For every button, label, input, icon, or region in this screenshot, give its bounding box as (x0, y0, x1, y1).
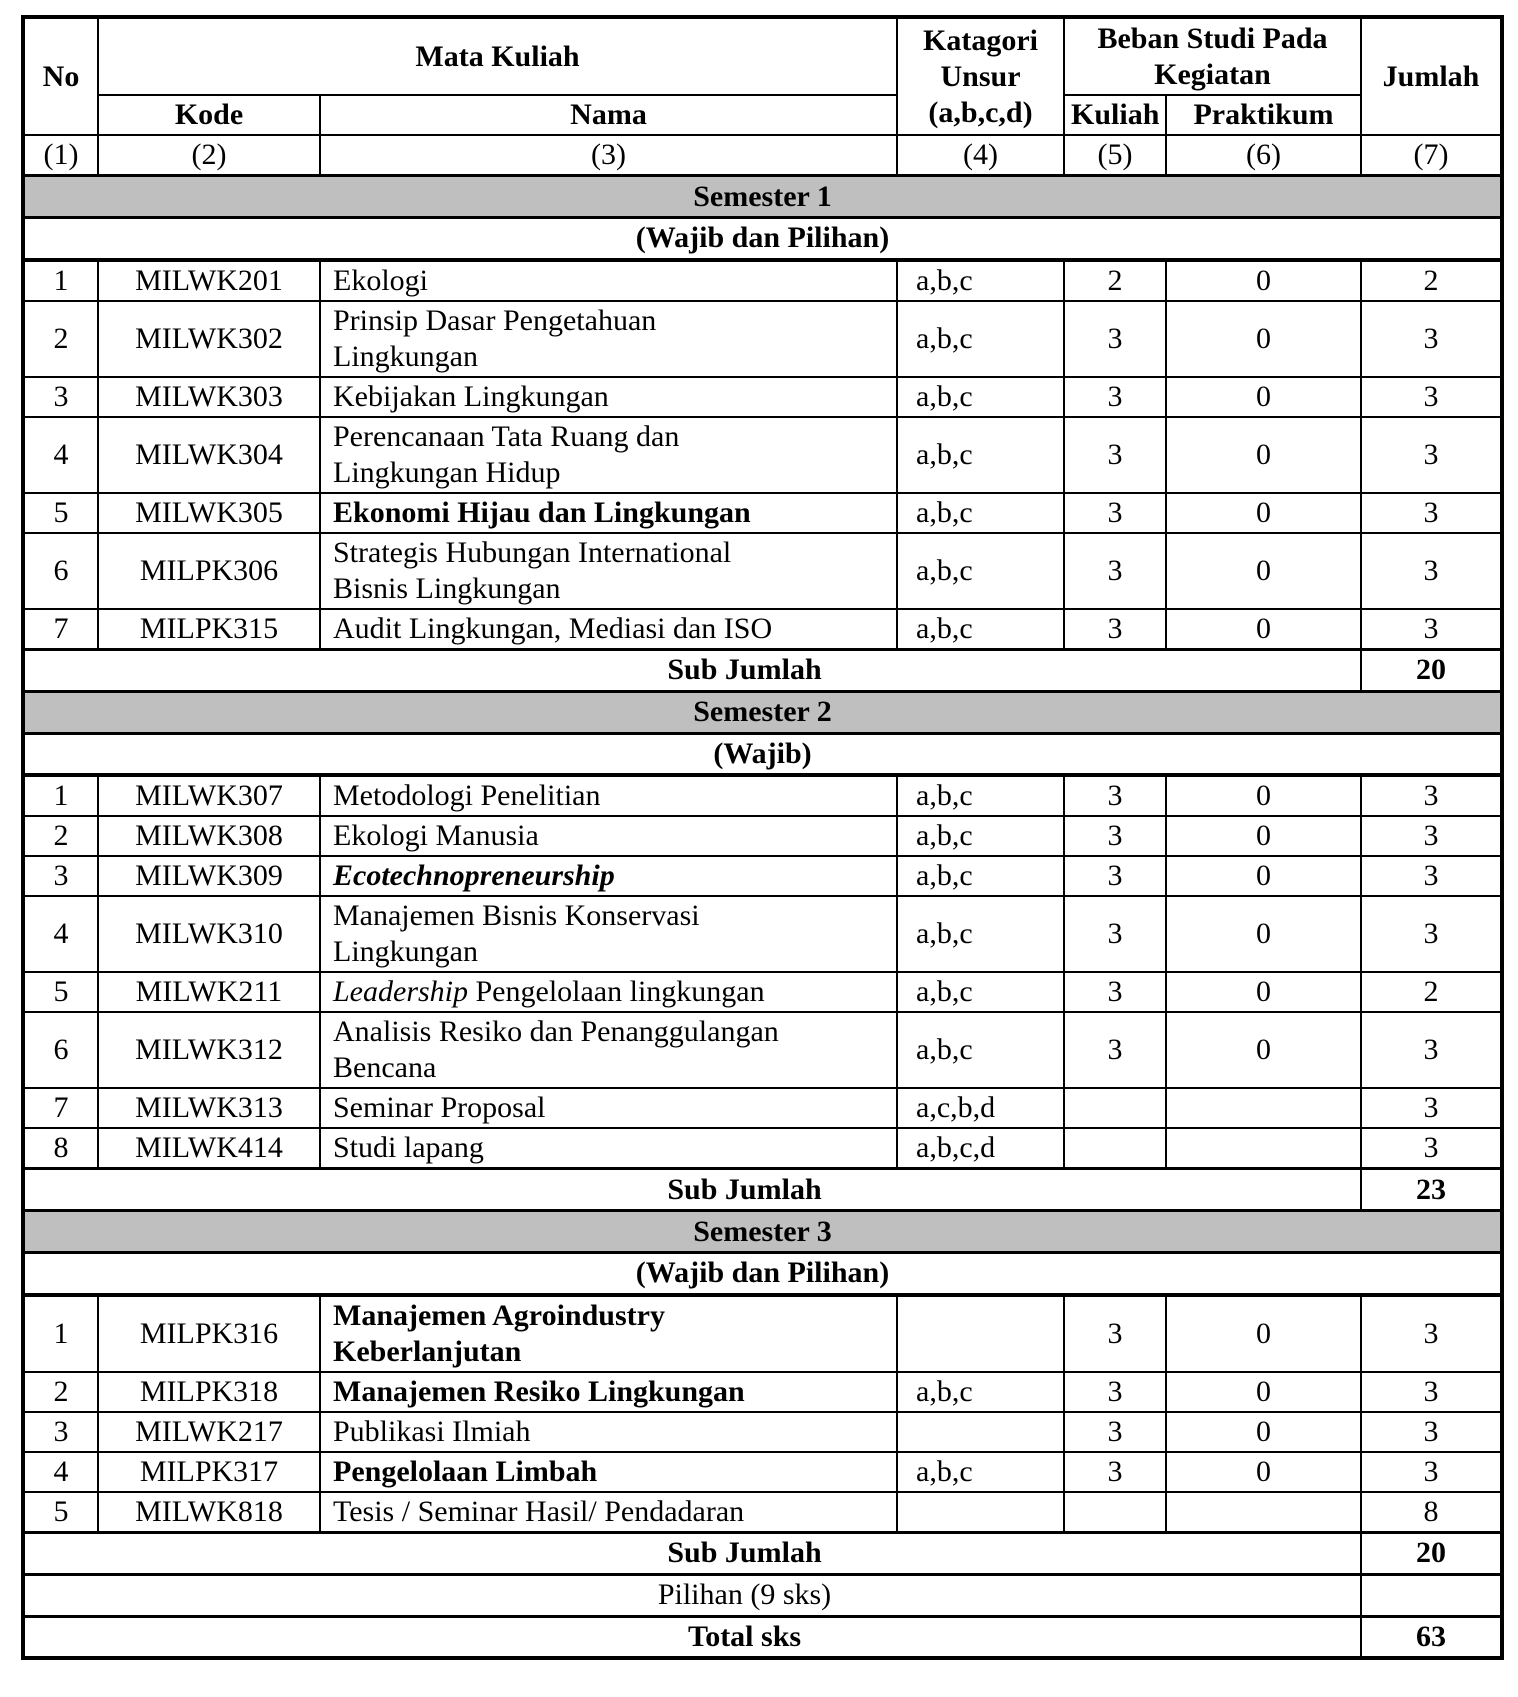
course-row (23, 1088, 1502, 1128)
course-name-line: Perencanaan Tata Ruang dan (333, 419, 680, 453)
course-code: MILWK312 (98, 1012, 320, 1088)
course-praktikum-sks: 0 (1166, 775, 1361, 816)
course-name (320, 1295, 897, 1372)
course-name-italic: Leadership (333, 975, 468, 1008)
course-code: MILWK303 (98, 377, 320, 417)
course-kuliah-sks: 3 (1064, 816, 1166, 856)
course-praktikum-sks: 0 (1166, 1412, 1361, 1452)
course-category (897, 1295, 1064, 1372)
semester-3-subtitle-row (23, 1253, 1502, 1295)
course-row (23, 609, 1502, 650)
pilihan-label: Pilihan (9 sks) (23, 1574, 1361, 1616)
course-jumlah-sks: 2 (1361, 260, 1502, 301)
course-code: MILWK305 (98, 493, 320, 533)
header-kuliah: Kuliah (1064, 95, 1166, 135)
course-code: MILWK304 (98, 417, 320, 493)
pilihan-jumlah-empty (1361, 1574, 1502, 1616)
course-row (23, 301, 1502, 377)
course-jumlah-sks: 3 (1361, 417, 1502, 493)
total-sks-row (23, 1616, 1502, 1658)
course-code: MILWK313 (98, 1088, 320, 1128)
course-category: a,b,c,d (897, 1128, 1064, 1169)
sub-jumlah-value: 20 (1361, 1532, 1502, 1574)
course-name: Audit Lingkungan, Mediasi dan ISO (320, 609, 897, 650)
course-code: MILPK317 (98, 1452, 320, 1492)
header-praktikum: Praktikum (1166, 95, 1361, 135)
course-name-line: Keberlanjutan (333, 1334, 522, 1368)
course-jumlah-sks: 3 (1361, 493, 1502, 533)
course-category: a,b,c (897, 533, 1064, 609)
course-name-line: Manajemen Agroindustry (333, 1298, 665, 1332)
course-row (23, 816, 1502, 856)
course-kuliah-sks: 3 (1064, 1295, 1166, 1372)
course-code: MILWK310 (98, 896, 320, 972)
course-code: MILWK307 (98, 775, 320, 816)
course-code: MILWK309 (98, 856, 320, 896)
semester-2-title: Semester 2 (23, 691, 1502, 733)
course-praktikum-sks: 0 (1166, 533, 1361, 609)
course-row (23, 533, 1502, 609)
course-jumlah-sks: 3 (1361, 896, 1502, 972)
course-name: Ekologi (320, 260, 897, 301)
course-name-line: Strategis Hubungan International (333, 535, 732, 569)
header-katagori-sub: (a,b,c,d) (928, 95, 1033, 129)
course-no: 8 (23, 1128, 98, 1169)
course-code: MILWK308 (98, 816, 320, 856)
course-no: 5 (23, 493, 98, 533)
sub-jumlah-value: 20 (1361, 649, 1502, 691)
col-num-4: (4) (897, 135, 1064, 176)
course-no: 5 (23, 1492, 98, 1533)
course-kuliah-sks: 3 (1064, 301, 1166, 377)
course-no: 4 (23, 896, 98, 972)
course-category (897, 1412, 1064, 1452)
semester-2-bar (23, 691, 1502, 733)
course-kuliah-sks: 3 (1064, 896, 1166, 972)
header-katagori-label: Katagori Unsur (923, 23, 1038, 93)
course-name: Ekonomi Hijau dan Lingkungan (320, 493, 897, 533)
course-name: Metodologi Penelitian (320, 775, 897, 816)
col-num-2: (2) (98, 135, 320, 176)
course-category: a,b,c (897, 856, 1064, 896)
course-jumlah-sks: 3 (1361, 1012, 1502, 1088)
course-code: MILPK306 (98, 533, 320, 609)
course-kuliah-sks: 3 (1064, 1012, 1166, 1088)
course-no: 1 (23, 775, 98, 816)
course-code: MILWK414 (98, 1128, 320, 1169)
course-category: a,b,c (897, 377, 1064, 417)
course-jumlah-sks: 3 (1361, 816, 1502, 856)
col-num-1: (1) (23, 135, 98, 176)
course-row (23, 1492, 1502, 1533)
course-name-line: Prinsip Dasar Pengetahuan (333, 303, 657, 337)
col-num-7: (7) (1361, 135, 1502, 176)
course-category: a,b,c (897, 896, 1064, 972)
course-name-line: Analisis Resiko dan Penanggulangan (333, 1015, 779, 1048)
course-category: a,b,c (897, 775, 1064, 816)
course-name-line: Lingkungan Hidup (333, 455, 561, 489)
course-row (23, 972, 1502, 1012)
course-jumlah-sks: 2 (1361, 972, 1502, 1012)
header-row-2 (23, 95, 1502, 135)
course-no: 4 (23, 417, 98, 493)
semester-2-subtitle: (Wajib) (23, 733, 1502, 775)
course-code: MILPK316 (98, 1295, 320, 1372)
course-row (23, 1295, 1502, 1372)
course-no: 1 (23, 1295, 98, 1372)
course-praktikum-sks: 0 (1166, 609, 1361, 650)
course-code: MILWK211 (98, 972, 320, 1012)
semester-1-subtitle-row (23, 218, 1502, 260)
course-kuliah-sks: 3 (1064, 856, 1166, 896)
course-code: MILPK318 (98, 1372, 320, 1412)
course-name: Publikasi Ilmiah (320, 1412, 897, 1452)
course-category: a,b,c (897, 260, 1064, 301)
course-name-line: Lingkungan (333, 339, 478, 373)
pilihan-row (23, 1574, 1502, 1616)
semester-3-subtitle: (Wajib dan Pilihan) (23, 1253, 1502, 1295)
sub-jumlah-label: Sub Jumlah (23, 649, 1361, 691)
course-category: a,b,c (897, 1372, 1064, 1412)
course-row (23, 896, 1502, 972)
col-num-5: (5) (1064, 135, 1166, 176)
header-no: No (23, 17, 98, 135)
header-mata-kuliah: Mata Kuliah (98, 17, 897, 95)
course-row (23, 1128, 1502, 1169)
course-name: Ekologi Manusia (320, 816, 897, 856)
course-kuliah-sks (1064, 1088, 1166, 1128)
course-name: Manajemen Resiko Lingkungan (320, 1372, 897, 1412)
header-row-1 (23, 17, 1502, 95)
course-no: 6 (23, 1012, 98, 1088)
sub-jumlah-value: 23 (1361, 1169, 1502, 1211)
course-no: 3 (23, 1412, 98, 1452)
course-name: Pengelolaan Limbah (320, 1452, 897, 1492)
header-beban-studi: Beban Studi Pada Kegiatan (1064, 17, 1361, 95)
semester-3-bar (23, 1211, 1502, 1253)
course-praktikum-sks: 0 (1166, 377, 1361, 417)
course-praktikum-sks: 0 (1166, 1012, 1361, 1088)
course-name-line: Manajemen Bisnis Konservasi (333, 899, 700, 932)
sub-jumlah-label: Sub Jumlah (23, 1532, 1361, 1574)
course-category: a,b,c (897, 493, 1064, 533)
course-jumlah-sks: 3 (1361, 1088, 1502, 1128)
course-jumlah-sks: 3 (1361, 1412, 1502, 1452)
course-kuliah-sks: 3 (1064, 493, 1166, 533)
course-no: 6 (23, 533, 98, 609)
course-praktikum-sks: 0 (1166, 816, 1361, 856)
course-no: 7 (23, 1088, 98, 1128)
course-name: Seminar Proposal (320, 1088, 897, 1128)
course-row (23, 1412, 1502, 1452)
course-row (23, 1372, 1502, 1412)
course-praktikum-sks: 0 (1166, 260, 1361, 301)
semester-1-title: Semester 1 (23, 176, 1502, 218)
course-row (23, 417, 1502, 493)
sub-jumlah-row (23, 1169, 1502, 1211)
course-no: 7 (23, 609, 98, 650)
course-kuliah-sks: 3 (1064, 533, 1166, 609)
course-name (320, 1012, 897, 1088)
course-code: MILWK818 (98, 1492, 320, 1533)
total-sks-value: 63 (1361, 1616, 1502, 1658)
course-kuliah-sks: 3 (1064, 417, 1166, 493)
course-name (320, 417, 897, 493)
course-kuliah-sks: 3 (1064, 609, 1166, 650)
course-praktikum-sks: 0 (1166, 417, 1361, 493)
course-jumlah-sks: 3 (1361, 1295, 1502, 1372)
course-name (320, 896, 897, 972)
course-praktikum-sks: 0 (1166, 972, 1361, 1012)
course-praktikum-sks: 0 (1166, 856, 1361, 896)
course-category: a,b,c (897, 972, 1064, 1012)
header-katagori-unsur (897, 17, 1064, 135)
course-code: MILWK302 (98, 301, 320, 377)
course-jumlah-sks: 3 (1361, 1452, 1502, 1492)
total-sks-label: Total sks (23, 1616, 1361, 1658)
course-category: a,b,c (897, 417, 1064, 493)
course-kuliah-sks (1064, 1128, 1166, 1169)
course-category: a,b,c (897, 609, 1064, 650)
course-name-rest: Pengelolaan lingkungan (468, 975, 765, 1008)
course-name: Ecotechnopreneurship (320, 856, 897, 896)
course-name (320, 301, 897, 377)
course-jumlah-sks: 3 (1361, 609, 1502, 650)
sub-jumlah-row (23, 1532, 1502, 1574)
course-kuliah-sks: 3 (1064, 775, 1166, 816)
course-praktikum-sks (1166, 1492, 1361, 1533)
course-praktikum-sks: 0 (1166, 896, 1361, 972)
course-jumlah-sks: 3 (1361, 533, 1502, 609)
course-name-line: Bisnis Lingkungan (333, 571, 561, 605)
course-no: 1 (23, 260, 98, 301)
course-name (320, 972, 897, 1012)
sub-jumlah-label: Sub Jumlah (23, 1169, 1361, 1211)
course-kuliah-sks (1064, 1492, 1166, 1533)
course-category: a,b,c (897, 301, 1064, 377)
course-row (23, 377, 1502, 417)
header-nama: Nama (320, 95, 897, 135)
course-no: 2 (23, 301, 98, 377)
course-praktikum-sks (1166, 1128, 1361, 1169)
course-praktikum-sks: 0 (1166, 1295, 1361, 1372)
course-no: 2 (23, 1372, 98, 1412)
header-jumlah: Jumlah (1361, 17, 1502, 135)
course-no: 2 (23, 816, 98, 856)
course-name (320, 533, 897, 609)
course-no: 5 (23, 972, 98, 1012)
semester-1-bar (23, 176, 1502, 218)
course-praktikum-sks: 0 (1166, 301, 1361, 377)
course-code: MILPK315 (98, 609, 320, 650)
course-jumlah-sks: 3 (1361, 1128, 1502, 1169)
course-name: Studi lapang (320, 1128, 897, 1169)
course-praktikum-sks: 0 (1166, 493, 1361, 533)
course-category: a,b,c (897, 816, 1064, 856)
course-name-line: Bencana (333, 1051, 437, 1084)
course-praktikum-sks (1166, 1088, 1361, 1128)
semester-2-subtitle-row (23, 733, 1502, 775)
course-row (23, 856, 1502, 896)
course-jumlah-sks: 3 (1361, 301, 1502, 377)
document-page (0, 15, 1518, 1697)
sub-jumlah-row (23, 649, 1502, 691)
course-no: 3 (23, 856, 98, 896)
course-row (23, 1012, 1502, 1088)
course-jumlah-sks: 3 (1361, 377, 1502, 417)
course-row (23, 260, 1502, 301)
column-number-row (23, 135, 1502, 176)
course-category: a,b,c (897, 1012, 1064, 1088)
course-jumlah-sks: 8 (1361, 1492, 1502, 1533)
course-praktikum-sks: 0 (1166, 1372, 1361, 1412)
col-num-3: (3) (320, 135, 897, 176)
course-code: MILWK217 (98, 1412, 320, 1452)
header-kode: Kode (98, 95, 320, 135)
course-row (23, 493, 1502, 533)
course-jumlah-sks: 3 (1361, 775, 1502, 816)
course-name: Kebijakan Lingkungan (320, 377, 897, 417)
course-kuliah-sks: 3 (1064, 377, 1166, 417)
course-kuliah-sks: 3 (1064, 1372, 1166, 1412)
course-kuliah-sks: 3 (1064, 1452, 1166, 1492)
course-kuliah-sks: 3 (1064, 972, 1166, 1012)
semester-3-title: Semester 3 (23, 1211, 1502, 1253)
course-row (23, 1452, 1502, 1492)
course-row (23, 775, 1502, 816)
course-category: a,b,c (897, 1452, 1064, 1492)
semester-1-subtitle: (Wajib dan Pilihan) (23, 218, 1502, 260)
col-num-6: (6) (1166, 135, 1361, 176)
course-category (897, 1492, 1064, 1533)
course-name-line: Lingkungan (333, 935, 478, 968)
course-name: Tesis / Seminar Hasil/ Pendadaran (320, 1492, 897, 1533)
course-category: a,c,b,d (897, 1088, 1064, 1128)
curriculum-table (21, 15, 1504, 1660)
course-jumlah-sks: 3 (1361, 1372, 1502, 1412)
course-no: 4 (23, 1452, 98, 1492)
course-no: 3 (23, 377, 98, 417)
course-jumlah-sks: 3 (1361, 856, 1502, 896)
course-code: MILWK201 (98, 260, 320, 301)
course-kuliah-sks: 2 (1064, 260, 1166, 301)
course-kuliah-sks: 3 (1064, 1412, 1166, 1452)
course-praktikum-sks: 0 (1166, 1452, 1361, 1492)
